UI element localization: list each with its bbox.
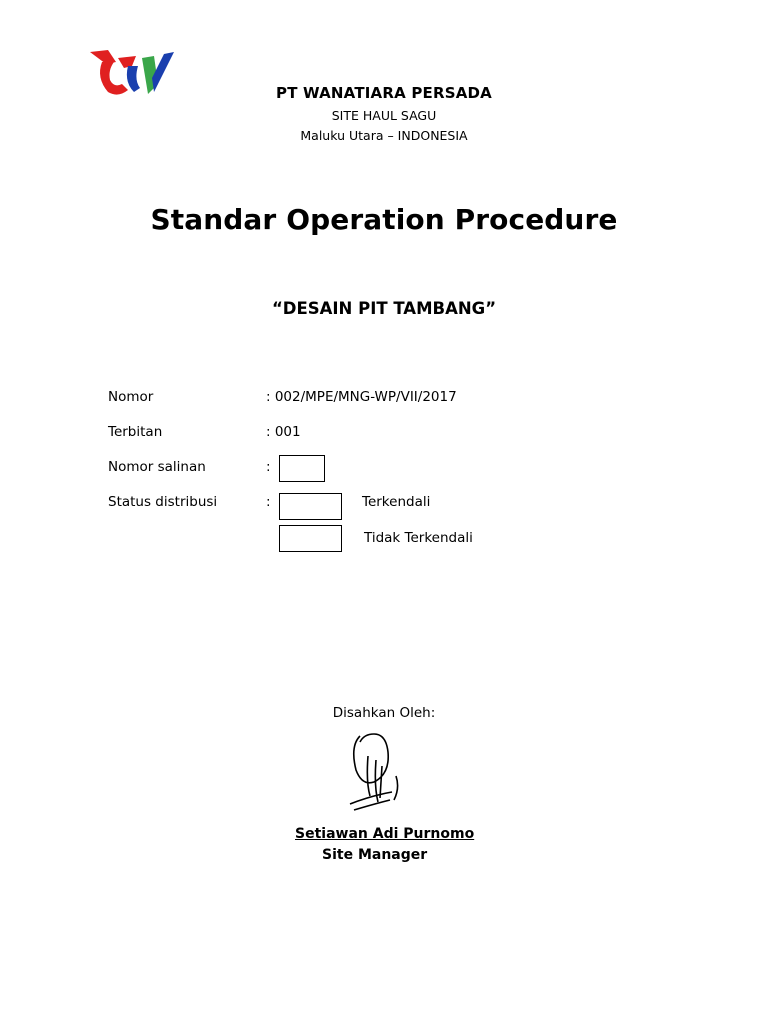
terkendali-label: Terkendali [362,494,431,510]
document-title: Standar Operation Procedure [150,203,618,236]
terkendali-checkbox[interactable] [279,493,342,520]
nomor-salinan-box[interactable] [279,455,325,482]
status-distribusi-label: Status distribusi [108,494,218,510]
tidak-terkendali-label: Tidak Terkendali [364,530,473,546]
nomor-label: Nomor [108,389,154,405]
signer-role: Site Manager [322,847,428,863]
company-region: Maluku Utara – INDONESIA [300,128,468,143]
tidak-terkendali-checkbox[interactable] [279,525,342,552]
nomor-salinan-colon: : [266,459,271,475]
approval-label: Disahkan Oleh: [332,705,436,721]
terbitan-label: Terbitan [108,424,163,440]
signature-icon [340,730,410,820]
nomor-salinan-label: Nomor salinan [108,459,206,475]
document-subtitle: “DESAIN PIT TAMBANG” [271,299,497,318]
nomor-value: : 002/MPE/MNG-WP/VII/2017 [266,389,457,405]
signer-name: Setiawan Adi Purnomo [295,826,475,842]
company-name: PT WANATIARA PERSADA [276,84,492,102]
terbitan-value: : 001 [266,424,301,440]
company-site: SITE HAUL SAGU [331,108,437,123]
status-distribusi-colon: : [266,494,271,510]
